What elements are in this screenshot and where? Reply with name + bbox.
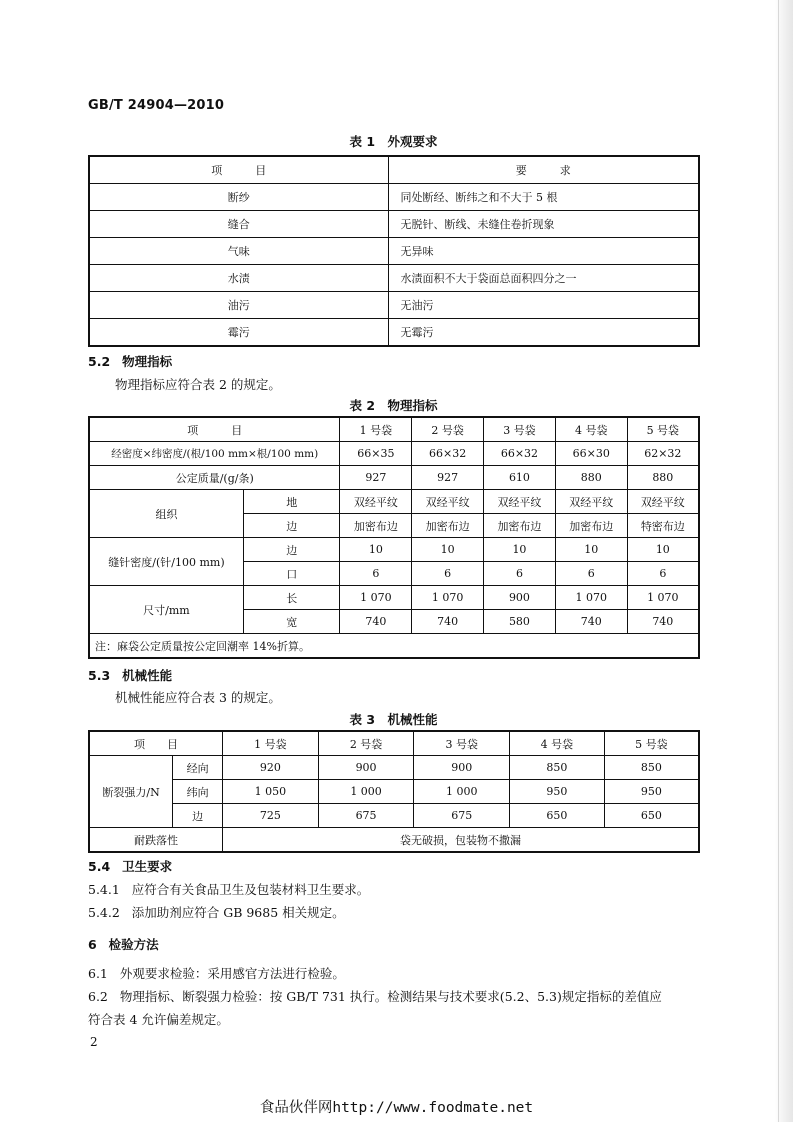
row-label: 经密度×纬密度/(根/100 mm×根/100 mm) bbox=[89, 442, 340, 466]
sub-label: 长 bbox=[243, 586, 340, 610]
value-cell: 62×32 bbox=[627, 442, 699, 466]
value-cell: 1 000 bbox=[318, 780, 414, 804]
value-cell: 675 bbox=[414, 804, 510, 828]
clause-number: 6.1 bbox=[88, 966, 108, 981]
sub-label: 边 bbox=[173, 804, 223, 828]
value-cell: 6 bbox=[340, 562, 412, 586]
header-cell: 5 号袋 bbox=[604, 731, 699, 756]
value-cell: 675 bbox=[318, 804, 414, 828]
requirement-cell: 无异味 bbox=[388, 238, 699, 265]
section-5-2-heading bbox=[88, 352, 172, 370]
section-5-3-text: 机械性能应符合表 3 的规定。 bbox=[115, 690, 281, 705]
table-row bbox=[89, 442, 699, 466]
value-cell: 10 bbox=[555, 538, 627, 562]
table-row bbox=[89, 292, 699, 319]
value-cell: 10 bbox=[412, 538, 484, 562]
value-cell: 6 bbox=[484, 562, 556, 586]
row-label: 耐跌落性 bbox=[89, 828, 223, 853]
value-cell: 6 bbox=[555, 562, 627, 586]
header-cell: 1 号袋 bbox=[340, 417, 412, 442]
section-number: 5.3 bbox=[88, 668, 111, 683]
value-cell: 900 bbox=[414, 756, 510, 780]
section-number: 5.4 bbox=[88, 859, 111, 874]
section-5-4-heading bbox=[88, 857, 172, 875]
requirement-cell: 水渍面积不大于袋面总面积四分之一 bbox=[388, 265, 699, 292]
header-cell: 2 号袋 bbox=[412, 417, 484, 442]
value-cell: 740 bbox=[555, 610, 627, 634]
header-cell: 3 号袋 bbox=[414, 731, 510, 756]
value-cell: 66×32 bbox=[484, 442, 556, 466]
sub-label: 边 bbox=[243, 514, 340, 538]
table-row bbox=[89, 780, 699, 804]
value-cell: 双经平纹 bbox=[627, 490, 699, 514]
section-title: 机械性能 bbox=[122, 668, 173, 683]
section-title: 检验方法 bbox=[108, 937, 159, 952]
value-cell: 特密布边 bbox=[627, 514, 699, 538]
sub-label: 经向 bbox=[173, 756, 223, 780]
table-header-row bbox=[89, 417, 699, 442]
clause-text: 物理指标、断裂强力检验：按 GB/T 731 执行。检测结果与技术要求(5.2、5.3)规定指标的差值应 bbox=[119, 989, 662, 1004]
value-cell: 10 bbox=[340, 538, 412, 562]
value-cell: 加密布边 bbox=[555, 514, 627, 538]
value-cell: 610 bbox=[484, 466, 556, 490]
value-cell: 66×32 bbox=[412, 442, 484, 466]
header-cell: 5 号袋 bbox=[627, 417, 699, 442]
table2-caption: 表 2 物理指标 bbox=[349, 398, 438, 413]
table-row bbox=[89, 319, 699, 347]
value-cell: 1 050 bbox=[223, 780, 319, 804]
header-cell: 1 号袋 bbox=[223, 731, 319, 756]
table-row bbox=[89, 586, 699, 610]
section-title: 卫生要求 bbox=[122, 859, 173, 874]
sub-label: 边 bbox=[243, 538, 340, 562]
clause-5-4-1 bbox=[88, 880, 369, 898]
value-cell: 740 bbox=[412, 610, 484, 634]
value-cell: 927 bbox=[412, 466, 484, 490]
value-cell: 850 bbox=[510, 756, 605, 780]
group-label: 组织 bbox=[89, 490, 243, 538]
item-cell: 缝合 bbox=[89, 211, 388, 238]
clause-6-2-continued: 符合表 4 允许偏差规定。 bbox=[88, 1012, 229, 1027]
page-number: 2 bbox=[90, 1035, 98, 1049]
table-row bbox=[89, 466, 699, 490]
table3-caption: 表 3 机械性能 bbox=[349, 712, 438, 727]
item-cell: 断纱 bbox=[89, 184, 388, 211]
header-cell: 项 目 bbox=[89, 731, 223, 756]
table2-physical bbox=[88, 416, 700, 659]
value-cell: 10 bbox=[484, 538, 556, 562]
sub-label: 宽 bbox=[243, 610, 340, 634]
section-6-heading bbox=[88, 935, 159, 953]
sub-label: 地 bbox=[243, 490, 340, 514]
clause-number: 6.2 bbox=[88, 989, 108, 1004]
table1-caption: 表 1 外观要求 bbox=[349, 134, 438, 149]
value-cell: 927 bbox=[340, 466, 412, 490]
item-cell: 水渍 bbox=[89, 265, 388, 292]
value-cell: 920 bbox=[223, 756, 319, 780]
value-cell: 6 bbox=[627, 562, 699, 586]
sub-label: 口 bbox=[243, 562, 340, 586]
table-header-row bbox=[89, 731, 699, 756]
clause-5-4-2 bbox=[88, 903, 345, 921]
group-label: 断裂强力/N bbox=[89, 756, 173, 828]
table-row bbox=[89, 184, 699, 211]
header-cell: 4 号袋 bbox=[510, 731, 605, 756]
table-row bbox=[89, 490, 699, 514]
value-cell: 66×35 bbox=[340, 442, 412, 466]
item-cell: 气味 bbox=[89, 238, 388, 265]
section-number: 5.2 bbox=[88, 354, 111, 369]
clause-text: 外观要求检验：采用感官方法进行检验。 bbox=[119, 966, 345, 981]
scan-edge-line bbox=[778, 0, 779, 1122]
standard-number: GB/T 24904—2010 bbox=[88, 98, 225, 113]
table-row bbox=[89, 756, 699, 780]
header-cell: 2 号袋 bbox=[318, 731, 414, 756]
header-cell: 要 求 bbox=[388, 156, 699, 184]
value-cell: 1 070 bbox=[627, 586, 699, 610]
table-row bbox=[89, 265, 699, 292]
value-cell: 1 070 bbox=[555, 586, 627, 610]
clause-6-2 bbox=[88, 987, 662, 1005]
value-cell: 740 bbox=[627, 610, 699, 634]
clause-number: 5.4.2 bbox=[88, 905, 120, 920]
value-cell: 880 bbox=[627, 466, 699, 490]
value-cell: 740 bbox=[340, 610, 412, 634]
value-cell: 6 bbox=[412, 562, 484, 586]
value-cell: 双经平纹 bbox=[555, 490, 627, 514]
value-cell: 650 bbox=[604, 804, 699, 828]
value-cell: 950 bbox=[604, 780, 699, 804]
value-cell: 880 bbox=[555, 466, 627, 490]
clause-text: 添加助剂应符合 GB 9685 相关规定。 bbox=[131, 905, 345, 920]
table-row bbox=[89, 211, 699, 238]
table-note: 注：麻袋公定质量按公定回潮率 14%折算。 bbox=[89, 634, 699, 659]
value-cell: 加密布边 bbox=[484, 514, 556, 538]
header-cell: 4 号袋 bbox=[555, 417, 627, 442]
value-cell: 袋无破损，包装物不撒漏 bbox=[223, 828, 699, 853]
table-row bbox=[89, 238, 699, 265]
table-row bbox=[89, 538, 699, 562]
clause-6-1 bbox=[88, 964, 345, 982]
value-cell: 10 bbox=[627, 538, 699, 562]
value-cell: 900 bbox=[318, 756, 414, 780]
group-label: 缝针密度/(针/100 mm) bbox=[89, 538, 243, 586]
value-cell: 900 bbox=[484, 586, 556, 610]
item-cell: 油污 bbox=[89, 292, 388, 319]
section-5-3-heading bbox=[88, 666, 172, 684]
value-cell: 725 bbox=[223, 804, 319, 828]
requirement-cell: 无脱针、断线、未缝住卷折现象 bbox=[388, 211, 699, 238]
table-row bbox=[89, 804, 699, 828]
table3-mechanical bbox=[88, 730, 700, 853]
value-cell: 950 bbox=[510, 780, 605, 804]
value-cell: 加密布边 bbox=[340, 514, 412, 538]
value-cell: 加密布边 bbox=[412, 514, 484, 538]
table-note-row bbox=[89, 634, 699, 659]
value-cell: 650 bbox=[510, 804, 605, 828]
requirement-cell: 同处断经、断纬之和不大于 5 根 bbox=[388, 184, 699, 211]
watermark-text: 食品伙伴网http://www.foodmate.net bbox=[259, 1100, 534, 1116]
value-cell: 双经平纹 bbox=[340, 490, 412, 514]
header-cell: 3 号袋 bbox=[484, 417, 556, 442]
table1-appearance bbox=[88, 155, 700, 347]
value-cell: 双经平纹 bbox=[412, 490, 484, 514]
group-label: 尺寸/mm bbox=[89, 586, 243, 634]
value-cell: 双经平纹 bbox=[484, 490, 556, 514]
requirement-cell: 无油污 bbox=[388, 292, 699, 319]
table-row bbox=[89, 828, 699, 853]
clause-text: 应符合有关食品卫生及包装材料卫生要求。 bbox=[131, 882, 370, 897]
row-label: 公定质量/(g/条) bbox=[89, 466, 340, 490]
value-cell: 1 070 bbox=[412, 586, 484, 610]
header-cell: 项 目 bbox=[89, 417, 340, 442]
value-cell: 1 070 bbox=[340, 586, 412, 610]
table-header-row bbox=[89, 156, 699, 184]
section-number: 6 bbox=[88, 937, 97, 952]
item-cell: 霉污 bbox=[89, 319, 388, 347]
header-cell: 项 目 bbox=[89, 156, 388, 184]
section-5-2-text: 物理指标应符合表 2 的规定。 bbox=[115, 377, 281, 392]
requirement-cell: 无霉污 bbox=[388, 319, 699, 347]
value-cell: 850 bbox=[604, 756, 699, 780]
clause-number: 5.4.1 bbox=[88, 882, 120, 897]
section-title: 物理指标 bbox=[122, 354, 173, 369]
value-cell: 66×30 bbox=[555, 442, 627, 466]
value-cell: 580 bbox=[484, 610, 556, 634]
value-cell: 1 000 bbox=[414, 780, 510, 804]
sub-label: 纬向 bbox=[173, 780, 223, 804]
